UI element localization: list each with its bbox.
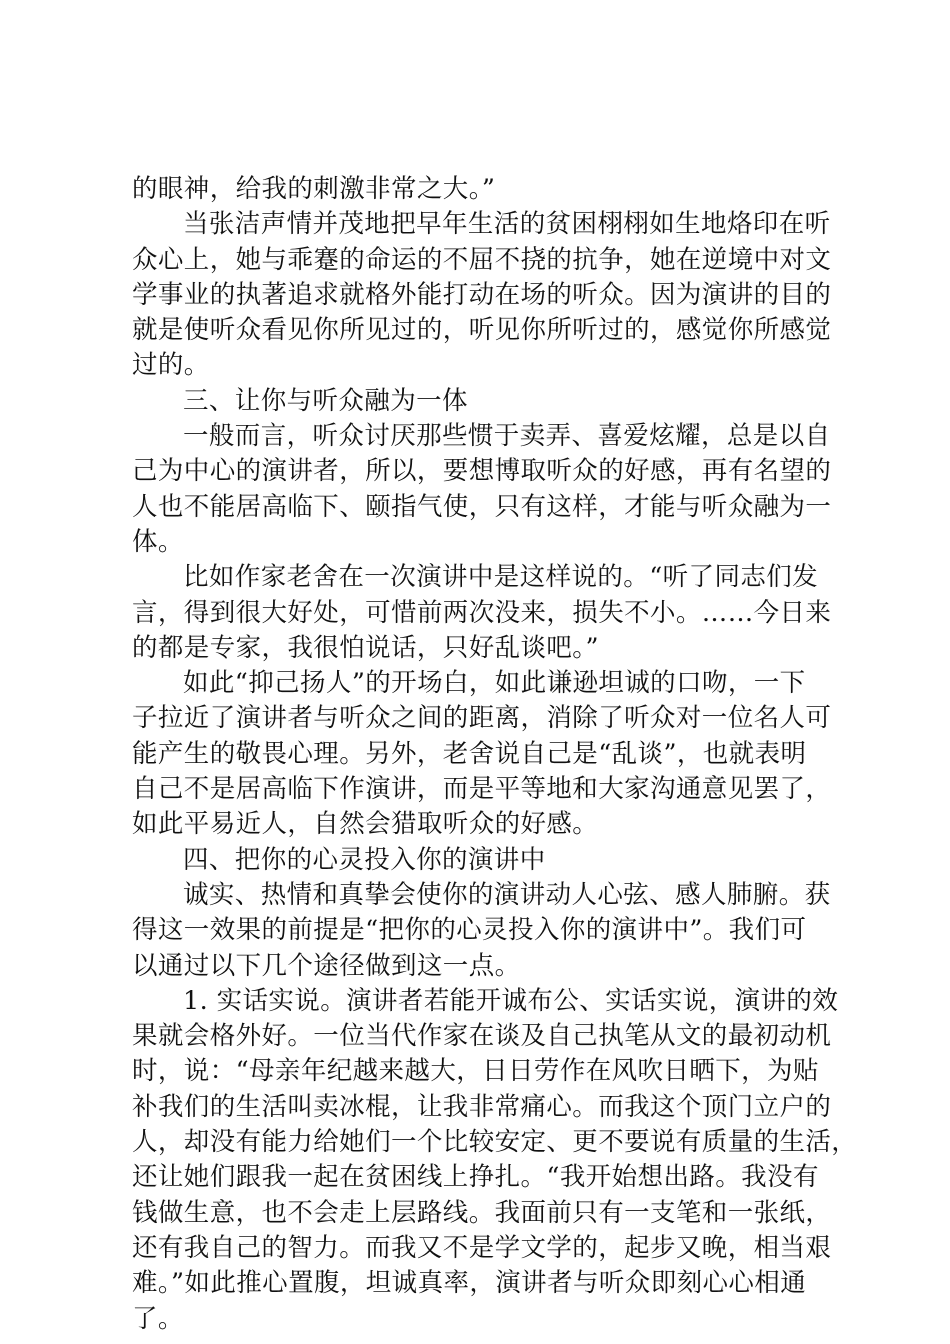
- text-line: 果就会格外好。一位当代作家在谈及自己执笔从文的最初动机: [132, 1021, 832, 1052]
- text-line: 还有我自己的智力。而我又不是学文学的，起步又晚，相当艰: [132, 1232, 832, 1263]
- text-line: 以通过以下几个途径做到这一点。: [132, 950, 521, 981]
- paragraph-start-line: 一般而言，听众讨厌那些惯于卖弄、喜爱炫耀，总是以自: [183, 421, 831, 452]
- text-line: 了。: [132, 1303, 184, 1334]
- text-line: 时，说：“母亲年纪越来越大，日日劳作在风吹日晒下，为贴: [132, 1056, 819, 1087]
- section-heading: 三、让你与听众融为一体: [183, 385, 468, 416]
- text-line: 的眼神，给我的刺激非常之大。”: [132, 174, 496, 204]
- text-line: 能产生的敬畏心理。另外，老舍说自己是“乱谈”，也就表明: [132, 738, 807, 769]
- text-line: 己为中心的演讲者，所以，要想博取听众的好感，再有名望的: [132, 456, 832, 487]
- text-line: 体。: [132, 526, 184, 557]
- text-line: 人，却没有能力给她们一个比较安定、更不要说有质量的生活，: [132, 1127, 858, 1158]
- paragraph-start-line: 诚实、热情和真挚会使你的演讲动人心弦、感人肺腑。获: [183, 879, 831, 910]
- text-line: 自己不是居高临下作演讲，而是平等地和大家沟通意见罢了，: [132, 774, 832, 805]
- text-line: 得这一效果的前提是“把你的心灵投入你的演讲中”。我们可: [132, 915, 807, 946]
- text-line: 难。”如此推心置腹，坦诚真率，演讲者与听众即刻心心相通: [132, 1268, 807, 1299]
- text-line: 言，得到很大好处，可惜前两次没来，损失不小。……今日来: [132, 597, 832, 628]
- paragraph-start-line: 当张洁声情并茂地把早年生活的贫困栩栩如生地烙印在听: [183, 209, 831, 240]
- paragraph-start-line: 比如作家老舍在一次演讲中是这样说的。“听了同志们发: [183, 562, 819, 593]
- text-line: 钱做生意，也不会走上层路线。我面前只有一支笔和一张纸，: [132, 1197, 832, 1228]
- text-line: 的都是专家，我很怕说话，只好乱谈吧。”: [132, 632, 599, 663]
- text-line: 过的。: [132, 350, 210, 381]
- paragraph-start-line: 如此“抑己扬人”的开场白，如此谦逊坦诚的口吻，一下: [183, 668, 806, 699]
- text-line: 补我们的生活叫卖冰棍，让我非常痛心。而我这个顶门立户的: [132, 1091, 832, 1122]
- text-line: 学事业的执著追求就格外能打动在场的听众。因为演讲的目的: [132, 279, 832, 310]
- text-line: 还让她们跟我一起在贫困线上挣扎。“我开始想出路。我没有: [132, 1162, 819, 1193]
- text-line: 众心上，她与乖蹇的命运的不屈不挠的抗争，她在逆境中对文: [132, 244, 832, 275]
- section-heading: 四、把你的心灵投入你的演讲中: [183, 844, 546, 875]
- text-line: 人也不能居高临下、颐指气使，只有这样，才能与听众融为一: [132, 491, 832, 522]
- text-line: 子拉近了演讲者与听众之间的距离，消除了听众对一位名人可: [132, 703, 832, 734]
- body-text: [132, 172, 858, 1337]
- text-line: 就是使听众看见你所见过的，听见你所听过的，感觉你所感觉: [132, 315, 832, 346]
- text-line: 如此平易近人，自然会猎取听众的好感。: [132, 809, 599, 840]
- list-item-start-line: 1. 实话实说。演讲者若能开诚布公、实话实说，演讲的效: [183, 985, 839, 1016]
